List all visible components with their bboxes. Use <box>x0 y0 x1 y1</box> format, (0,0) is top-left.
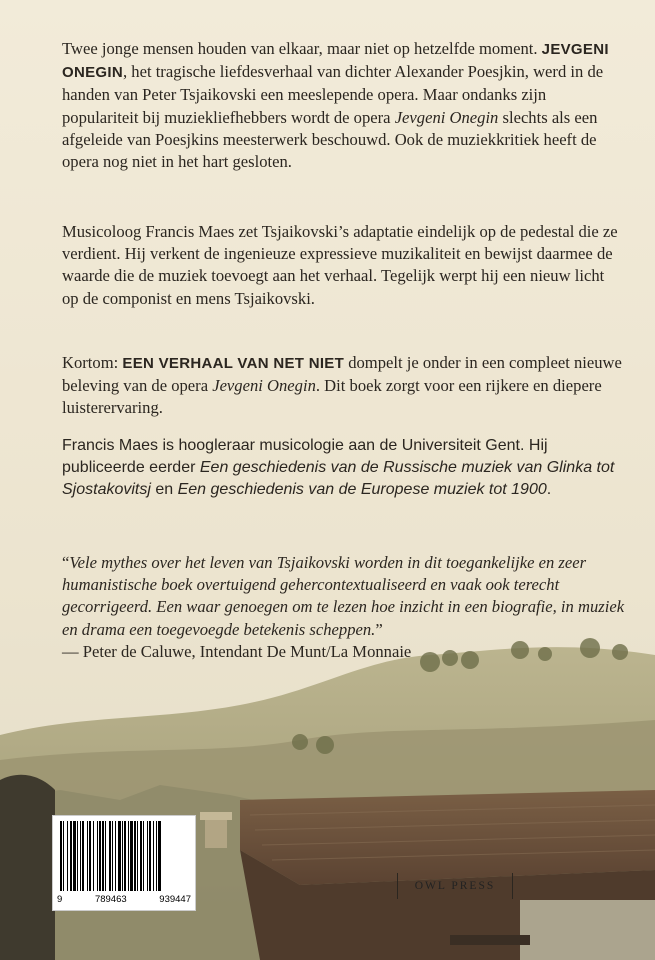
text-segment: dompelt je onder in een compleet nieuwe beleving van de opera <box>62 353 622 396</box>
book-title-jevgeni-onegin: JEVGENI ONEGIN <box>62 41 609 82</box>
publisher-logo: OWL PRESS <box>397 873 513 899</box>
quote-attribution: — Peter de Caluwe, Intendant De Munt/La Monnaie <box>62 641 412 661</box>
quote-text: Vele mythes over het leven van Tsjaikovski worden in dit toegankelijke en zeer humanistische boek overtuigend gehercontextualiseerd en vaak ook terecht gecorrigeerd. Een waar genoegen om te lezen hoe inzicht in een biografie, in muziek en drama een toegevoegde betekenis scheppen. <box>62 553 625 639</box>
barcode-digit-group-2: 939447 <box>159 894 191 905</box>
description-paragraph-2: Musicoloog Francis Maes zet Tsjaikovski’s adaptatie eindelijk op de pedestal die ze verdient. Hij verkent de ingenieuze expressieve muzikaliteit en bewijst daarmee de waarde die de muziek toevoegt aan het verhaal. Tegelijk werpt hij een nieuw licht op de componist en mens Tsjaikovski. <box>62 222 618 308</box>
text-segment: . Dit boek zorgt voor een rijkere en diepere luisterervaring. <box>62 376 602 418</box>
text-segment: . <box>546 481 552 499</box>
opera-title-italic: Jevgeni Onegin <box>212 376 316 396</box>
barcode-digit-first: 9 <box>57 894 63 905</box>
review-quote <box>62 552 632 663</box>
description-paragraph-3 <box>62 352 622 420</box>
description-paragraph-1 <box>62 38 622 173</box>
previous-book-title: Een geschiedenis van de Russische muziek van Glinka tot Sjostakovitsj <box>62 459 615 499</box>
barcode-digits <box>57 894 191 905</box>
text-segment: slechts als een afgeleide van Poesjkins meesterwerk beschouwd. Ook de muziekkritiek heeft de opera nog niet in het hart gesloten. <box>62 107 598 172</box>
text-segment: en <box>150 481 178 499</box>
book-title-verhaal: EEN VERHAAL VAN NET NIET <box>122 355 345 372</box>
isbn-barcode <box>52 815 196 911</box>
open-quote-mark: “ <box>62 553 70 572</box>
text-segment: Francis Maes is hoogleraar musicologie aan de Universiteit Gent. Hij publiceerde eerder <box>62 437 548 477</box>
previous-book-title: Een geschiedenis van de Europese muziek tot 1900 <box>177 481 547 499</box>
author-bio <box>62 435 622 502</box>
text-segment: Kortom: <box>62 353 123 372</box>
text-segment: Twee jonge mensen houden van elkaar, maar niet op hetzelfde moment. <box>62 39 542 58</box>
barcode-bars <box>58 821 190 893</box>
opera-title-italic: Jevgeni Onegin <box>394 107 499 127</box>
text-segment: , het tragische liefdesverhaal van dichter Alexander Poesjkin, werd in de handen van Peter Tsjaikovski een meeslepende opera. Maar ondanks zijn populariteit bij muziekliefhebbers wordt de opera <box>62 62 604 127</box>
close-quote-mark: ” <box>375 619 383 639</box>
barcode-digit-group-1: 789463 <box>94 894 127 905</box>
